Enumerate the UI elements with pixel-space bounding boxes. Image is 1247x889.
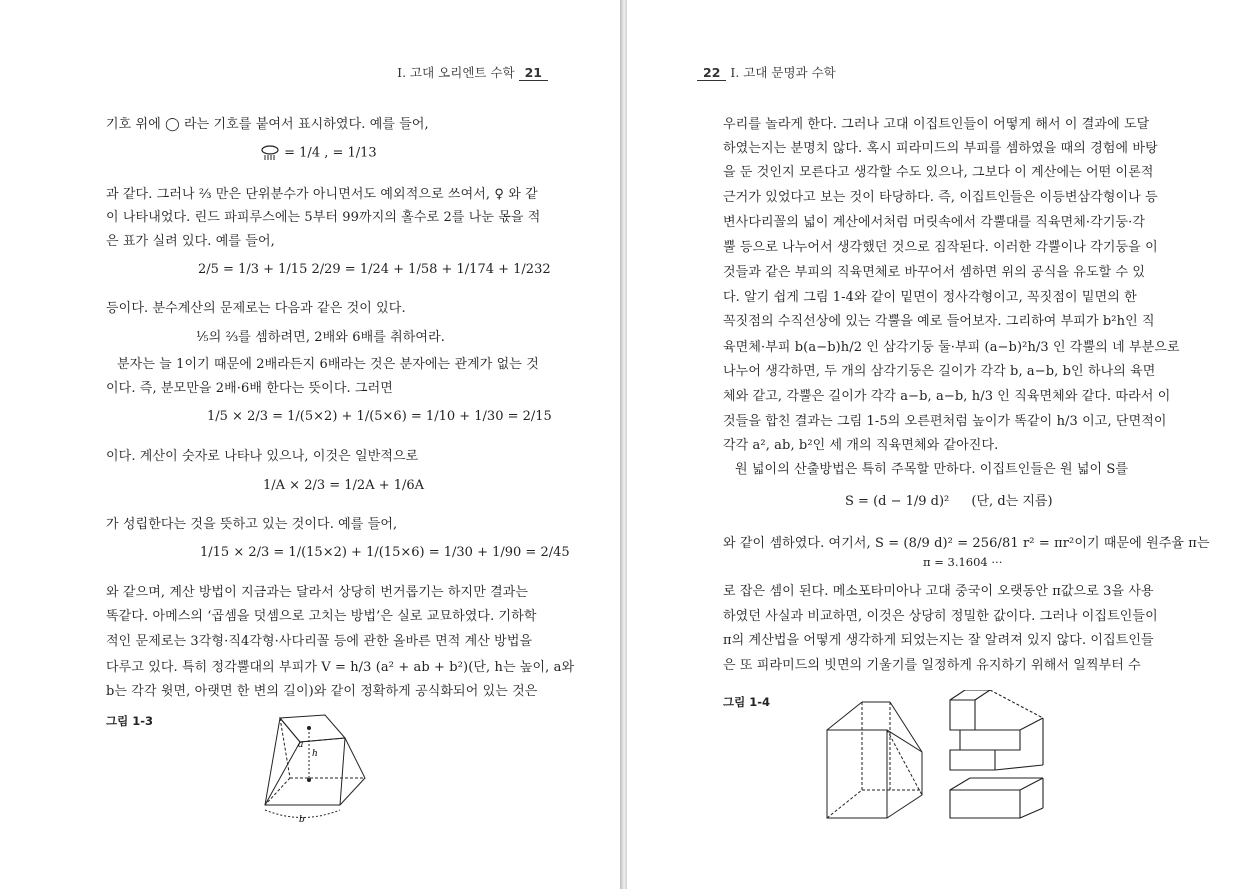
pyramid-decomposition-figure xyxy=(822,690,927,820)
text-line: 다. 알기 쉽게 그림 1-4와 같이 밑면이 정사각형이고, 꼭짓점이 밑면의 한 xyxy=(723,290,1137,305)
text-line: 과 같다. 그러나 ⅔ 만은 단위분수가 아니면서도 예외적으로 쓰여서, ♀ 와 같 xyxy=(106,187,538,202)
text-line: 을 둔 것인지 모른다고 생각할 수도 있으나, 그보다 이 계산에는 어떤 이론적 xyxy=(723,165,1154,180)
right-header-title: Ⅰ. 고대 문명과 수학 xyxy=(730,65,836,80)
text-line: 하였던 사실과 비교하면, 이것은 상당히 정밀한 값이다. 그러나 이집트인들이 xyxy=(723,609,1158,624)
label-b: b xyxy=(299,815,305,825)
text-line: 은 또 피라미드의 빗면의 기울기를 일정하게 유지하기 위해서 일찍부터 수 xyxy=(723,658,1141,673)
text-line: 기호 위에 ◯ 라는 기호를 붙여서 표시하였다. 예를 들어, xyxy=(106,117,429,132)
equation-hieroglyph-fractions xyxy=(260,143,377,163)
text-line: 적인 문제로는 3각형·직4각형·사다리꼴 등에 관한 올바른 면적 계산 방법을 xyxy=(106,634,533,649)
label-a: a xyxy=(298,740,304,750)
figure-label: 그림 1-3 xyxy=(106,714,153,728)
hieroglyph-mouth-icon xyxy=(260,143,280,163)
equation-circle-area xyxy=(845,490,1053,509)
left-page xyxy=(0,0,620,889)
equation-text: = 1/4 , = 1/13 xyxy=(284,145,377,161)
left-page-header xyxy=(397,63,548,81)
text-line: b는 각각 윗면, 아랫면 한 변의 길이)와 같이 정확하게 공식화되어 있는 것은 xyxy=(106,684,538,699)
text-line: 원 넓이의 산출방법은 특히 주목할 만하다. 이집트인들은 원 넓이 S를 xyxy=(735,462,1129,477)
book-gutter xyxy=(620,0,627,889)
left-page-number: 21 xyxy=(519,65,548,81)
rearranged-blocks-figure xyxy=(945,690,1050,820)
text-line: 이 나타내었다. 린드 파피루스에는 5부터 99까지의 홀수로 2를 나눈 몫을 적 xyxy=(106,210,541,225)
text-line: 등이다. 분수계산의 문제로는 다음과 같은 것이 있다. xyxy=(106,301,406,316)
figure-label: 그림 1-4 xyxy=(723,695,770,709)
frustum-figure xyxy=(255,710,375,825)
text-line: 하였는지는 분명치 않다. 혹시 피라미드의 부피를 셈하였을 때의 경험에 바탕 xyxy=(723,141,1158,156)
text-line: 뿔 등으로 나누어서 생각했던 것으로 짐작된다. 이러한 각뿔이나 각기둥을 이 xyxy=(723,240,1158,255)
equation-text: S = (d − 1/9 d)² xyxy=(845,494,950,509)
equation-note: (단, d는 지름) xyxy=(971,494,1053,509)
right-page-header xyxy=(697,63,836,81)
text-line: 체와 같고, 각뿔은 길이가 각각 a−b, a−b, h/3 인 직육면체와 같다. 따라서 이 xyxy=(723,389,1171,404)
text-line: 은 표가 실려 있다. 예를 들어, xyxy=(106,234,275,249)
text-line: 우리를 놀라게 한다. 그러나 고대 이집트인들이 어떻게 해서 이 결과에 도달 xyxy=(723,117,1150,132)
text-line: 똑같다. 아메스의 ‘곱셈을 덧셈으로 고치는 방법’은 실로 교묘하였다. 기하학 xyxy=(106,609,537,624)
equation-rhind-examples: 2/5 = 1/3 + 1/15 2/29 = 1/24 + 1/58 + 1/174 + 1/232 xyxy=(198,262,551,277)
text-line: 다루고 있다. 특히 정각뿔대의 부피가 V = h/3 (a² + ab + b²)(단, h는 높이, a와 xyxy=(106,660,575,675)
text-line: 이다. 즉, 분모만을 2배·6배 한다는 뜻이다. 그러면 xyxy=(106,381,393,396)
equation-general-form: 1/A × 2/3 = 1/2A + 1/6A xyxy=(263,478,425,493)
text-line: 이다. 계산이 숫자로 나타나 있으나, 이것은 일반적으로 xyxy=(106,449,419,464)
text-line: 로 잡은 셈이 된다. 메소포타미아나 고대 중국이 오랫동안 π값으로 3을 사용 xyxy=(723,584,1154,599)
text-line: 분자는 늘 1이기 때문에 2배라든지 6배라는 것은 분자에는 관계가 없는 것 xyxy=(117,357,539,372)
text-line: 가 성립한다는 것을 뜻하고 있는 것이다. 예를 들어, xyxy=(106,517,398,532)
equation-fraction-multiply: 1/5 × 2/3 = 1/(5×2) + 1/(5×6) = 1/10 + 1/30 = 2/15 xyxy=(207,409,552,424)
text-line: 변사다리꼴의 넓이 계산에서처럼 머릿속에서 각뿔대를 직육면체·각기둥·각 xyxy=(723,215,1146,230)
text-line: 나누어 생각하면, 두 개의 삼각기둥은 길이가 각각 b, a−b, b인 하나의 육면 xyxy=(723,364,1156,379)
right-page-number: 22 xyxy=(697,65,726,81)
text-line: 육면체·부피 b(a−b)h/2 인 삼각기둥 둘·부피 (a−b)²h/3 인 각뿔의 네 부분으로 xyxy=(723,340,1180,355)
text-line: 꼭짓점의 수직선상에 있는 각뿔을 예로 들어보자. 그리하여 부피가 b²h인 직 xyxy=(723,314,1155,329)
text-line: 와 같으며, 계산 방법이 지금과는 달라서 상당히 번거롭기는 하지만 결과는 xyxy=(106,585,529,600)
text-line: 와 같이 셈하였다. 여기서, S = (8/9 d)² = 256/81 r² = πr²이기 때문에 원주율 π는 xyxy=(723,536,1210,551)
text-line: 근거가 있었다고 보는 것이 타당하다. 즉, 이집트인들은 이등변삼각형이나 등 xyxy=(723,190,1158,205)
left-header-title: Ⅰ. 고대 오리엔트 수학 xyxy=(397,65,515,80)
text-line: 것들을 합친 결과는 그림 1-5의 오른편처럼 높이가 똑같이 h/3 이고, 단면적이 xyxy=(723,414,1167,429)
equation-pi-value: π = 3.1604 ··· xyxy=(923,555,1003,569)
equation-example: 1/15 × 2/3 = 1/(15×2) + 1/(15×6) = 1/30 + 1/90 = 2/45 xyxy=(200,545,570,560)
text-line: 것들과 같은 부피의 직육면체로 바꾸어서 셈하면 위의 공식을 유도할 수 있 xyxy=(723,265,1146,280)
text-line: 각각 a², ab, b²인 세 개의 직육면체와 같아진다. xyxy=(723,438,999,453)
text-line-problem: ⅕의 ⅔를 셈하려면, 2배와 6배를 취하여라. xyxy=(196,330,445,345)
text-line: π의 계산법을 어떻게 생각하게 되었는지는 잘 알려져 있지 않다. 이집트인들 xyxy=(723,633,1154,648)
label-h: h xyxy=(312,749,318,759)
right-page xyxy=(627,0,1247,889)
